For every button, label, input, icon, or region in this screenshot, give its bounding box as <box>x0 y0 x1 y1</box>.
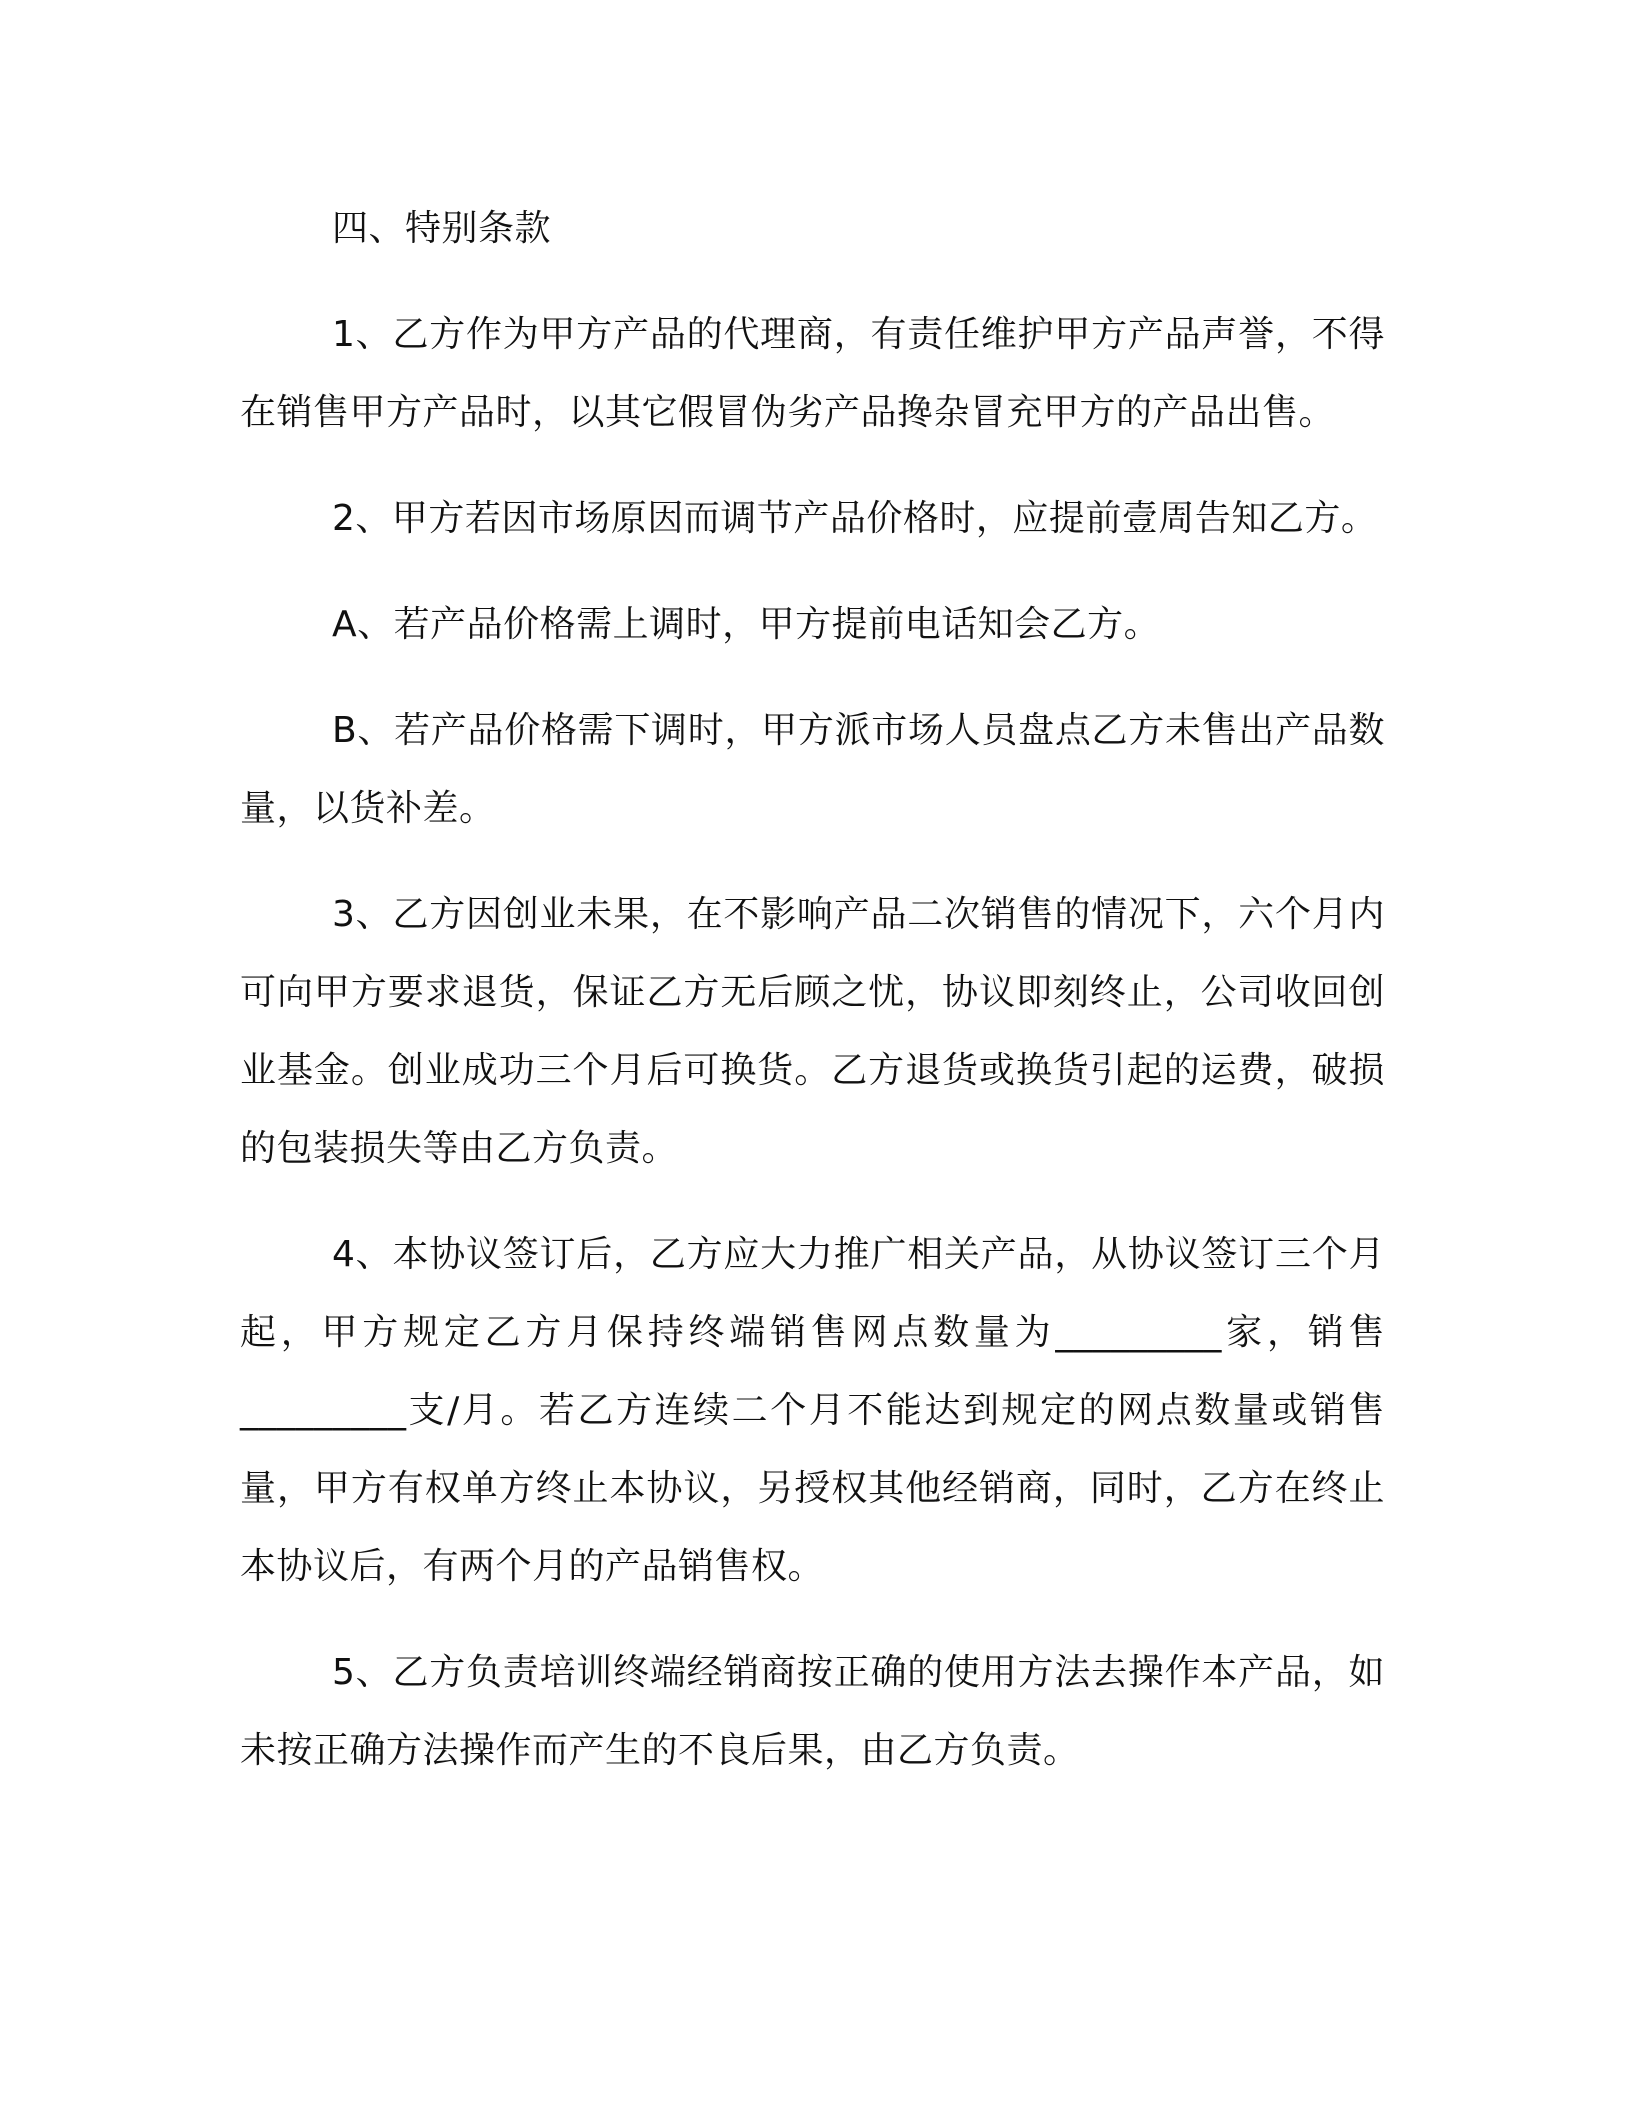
clause-1: 1、乙方作为甲方产品的代理商，有责任维护甲方产品声誉，不得在销售甲方产品时，以其它假冒伪劣产品搀杂冒充甲方的产品出售。 <box>240 314 1385 433</box>
clause-2: 2、甲方若因市场原因而调节产品价格时，应提前壹周告知乙方。 <box>332 498 1378 539</box>
clause-2b: B、若产品价格需下调时，甲方派市场人员盘点乙方未售出产品数量，以货补差。 <box>240 710 1385 829</box>
clause-4: 4、本协议签订后，乙方应大力推广相关产品，从协议签订三个月起，甲方规定乙方月保持终端销售网点数量为_________家，销售_________支/月。若乙方连续二个月不能达到规定的网点数量或销售量，甲方有权单方终止本协议，另授权其他经销商，同时，乙方在终止本协议后，有两个月的产品销售权。 <box>240 1234 1385 1587</box>
clause-2a: A、若产品价格需上调时，甲方提前电话知会乙方。 <box>332 604 1161 645</box>
document-page <box>240 190 1385 1790</box>
clause-3: 3、乙方因创业未果，在不影响产品二次销售的情况下，六个月内可向甲方要求退货，保证乙方无后顾之忧，协议即刻终止，公司收回创业基金。创业成功三个月后可换货。乙方退货或换货引起的运费，破损的包装损失等由乙方负责。 <box>240 894 1385 1169</box>
section-heading: 四、特别条款 <box>332 208 552 249</box>
clause-5: 5、乙方负责培训终端经销商按正确的使用方法去操作本产品，如未按正确方法操作而产生的不良后果，由乙方负责。 <box>240 1652 1385 1771</box>
